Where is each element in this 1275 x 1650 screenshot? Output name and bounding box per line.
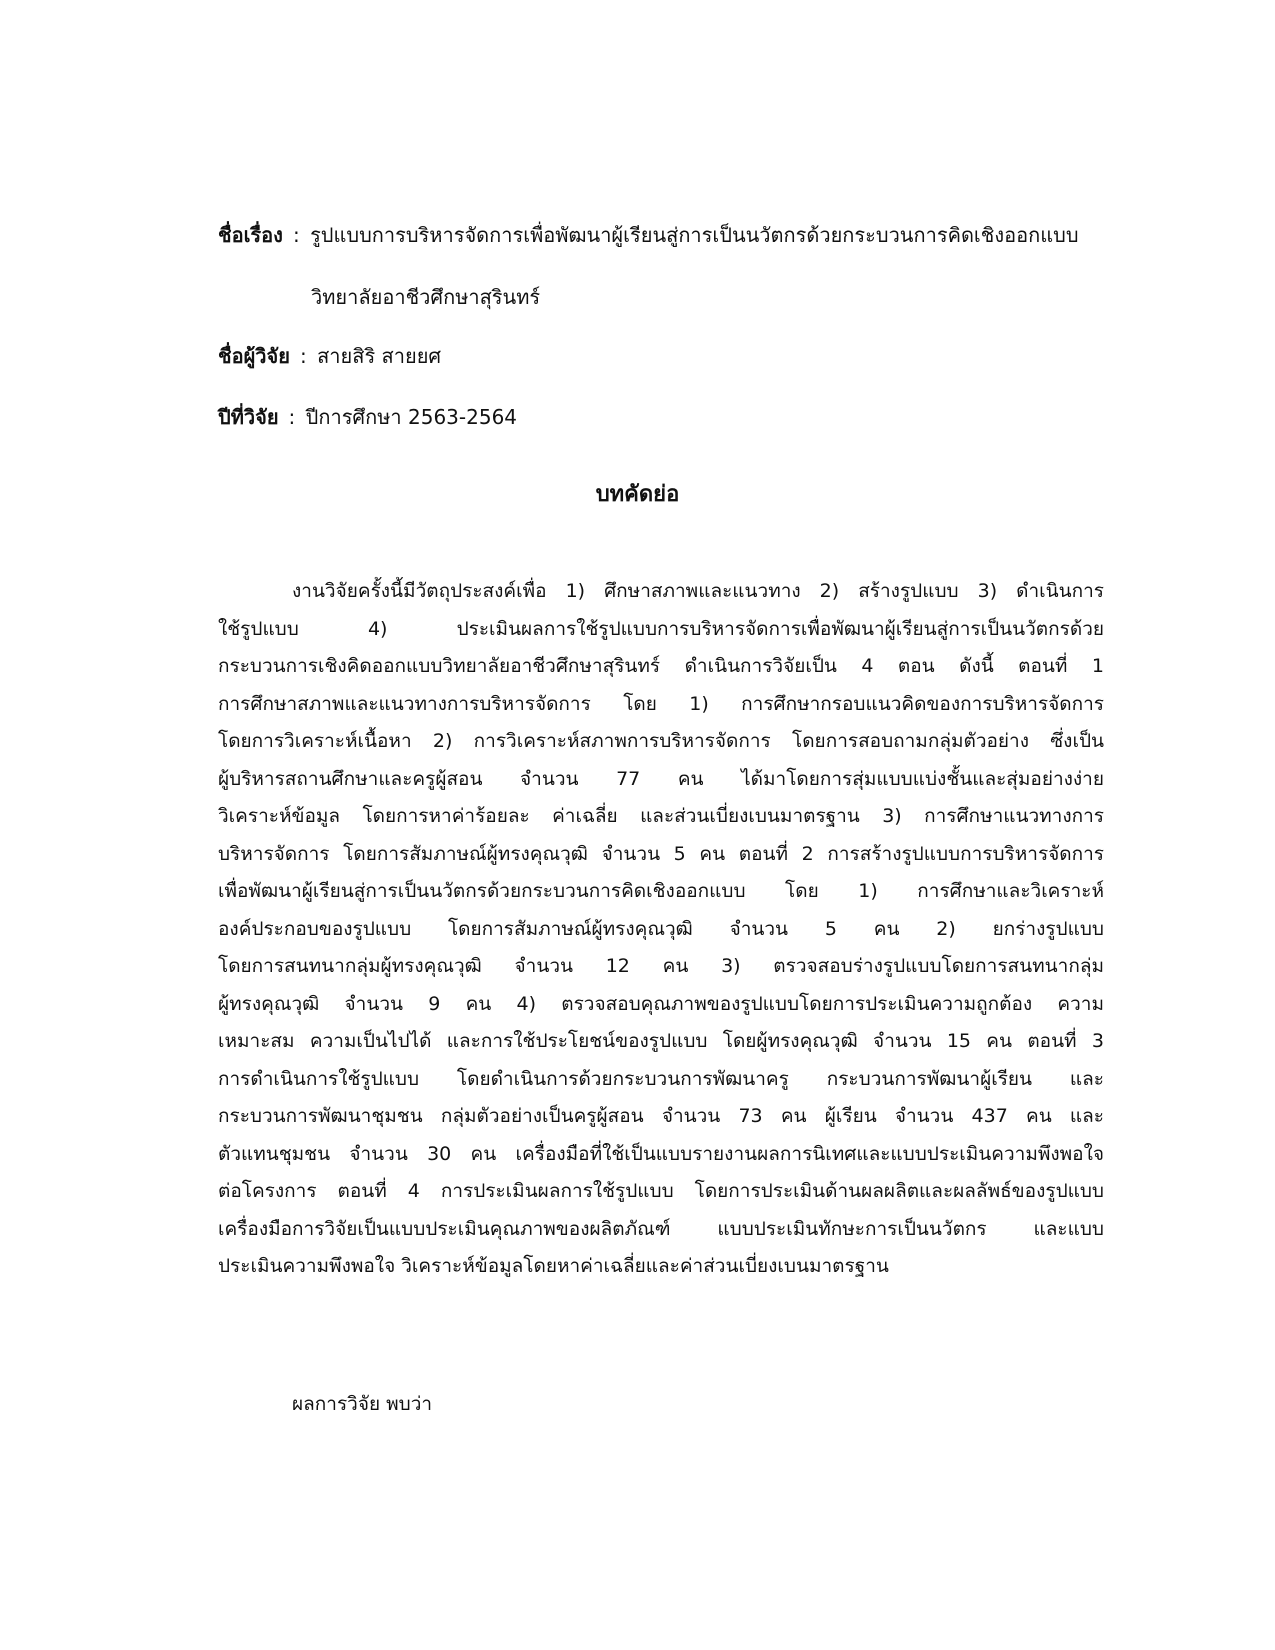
abstract-line: ประเมินความพึงพอใจ วิเคราะห์ข้อมูลโดยหาค่าเฉลี่ยและค่าส่วนเบี่ยงเบนมาตรฐาน [218,1255,889,1277]
abstract-line: ต่อโครงการ ตอนที่ 4 การประเมินผลการใช้รูปแบบ โดยการประเมินด้านผลผลิตและผลลัพธ์ของรูปแบบ [218,1180,1104,1202]
abstract-line: เครื่องมือการวิจัยเป็นแบบประเมินคุณภาพของผลิตภัณฑ์ แบบประเมินทักษะการเป็นนวัตกร และแบบ [218,1217,1104,1240]
researcher-name: สายสิริ สายยศ [317,344,442,368]
abstract-line: วิเคราะห์ข้อมูล โดยการหาค่าร้อยละ ค่าเฉลี่ย และส่วนเบี่ยงเบนมาตรฐาน 3) การศึกษาแนวทางการ [218,805,1104,827]
abstract-line: การดำเนินการใช้รูปแบบ โดยดำเนินการด้วยกระบวนการพัฒนาครู กระบวนการพัฒนาผู้เรียน และ [218,1067,1104,1090]
abstract-line: การศึกษาสภาพและแนวทางการบริหารจัดการ โดย 1) การศึกษากรอบแนวคิดของการบริหารจัดการ [218,692,1104,715]
abstract-line: บริหารจัดการ โดยการสัมภาษณ์ผู้ทรงคุณวุฒิ จำนวน 5 คน ตอนที่ 2 การสร้างรูปแบบการบริหารจัดการ [218,842,1104,865]
year-row [218,403,517,431]
title-row [218,221,1079,249]
abstract-heading: บทคัดย่อ [595,482,680,507]
results-intro: ผลการวิจัย พบว่า [292,1393,433,1415]
year-separator: : [288,405,296,429]
abstract-line: องค์ประกอบของรูปแบบ โดยการสัมภาษณ์ผู้ทรงคุณวุฒิ จำนวน 5 คน 2) ยกร่างรูปแบบ [218,917,1104,940]
title-continuation: วิทยาลัยอาชีวศึกษาสุรินทร์ [311,285,541,309]
abstract-line: ใช้รูปแบบ 4) ประเมินผลการใช้รูปแบบการบริหารจัดการเพื่อพัฒนาผู้เรียนสู่การเป็นนวัตกรด้วย [218,617,1104,640]
researcher-label: ชื่อผู้วิจัย [218,344,290,368]
year-label: ปีที่วิจัย [218,405,279,429]
title-text: รูปแบบการบริหารจัดการเพื่อพัฒนาผู้เรียนสู่การเป็นนวัตกรด้วยกระบวนการคิดเชิงออกแบบ [310,223,1079,247]
abstract-line: เหมาะสม ความเป็นไปได้ และการใช้ประโยชน์ของรูปแบบ โดยผู้ทรงคุณวุฒิ จำนวน 15 คน ตอนที่ 3 [218,1030,1104,1052]
abstract-body [218,573,1104,1286]
abstract-line: เพื่อพัฒนาผู้เรียนสู่การเป็นนวัตกรด้วยกระบวนการคิดเชิงออกแบบ โดย 1) การศึกษาและวิเคราะห์ [218,880,1104,902]
title-separator: : [292,223,300,247]
abstract-line: กระบวนการเชิงคิดออกแบบวิทยาลัยอาชีวศึกษาสุรินทร์ ดำเนินการวิจัยเป็น 4 ตอน ดังนี้ ตอนที่ 1 [218,655,1104,677]
research-year: ปีการศึกษา 2563-2564 [305,405,518,429]
researcher-row [218,342,441,370]
abstract-line: กระบวนการพัฒนาชุมชน กลุ่มตัวอย่างเป็นครูผู้สอน จำนวน 73 คน ผู้เรียน จำนวน 437 คน และ [218,1105,1104,1127]
abstract-line: ผู้ทรงคุณวุฒิ จำนวน 9 คน 4) ตรวจสอบคุณภาพของรูปแบบโดยการประเมินความถูกต้อง ความ [218,992,1104,1015]
title-label: ชื่อเรื่อง [218,223,283,247]
abstract-line: ตัวแทนชุมชน จำนวน 30 คน เครื่องมือที่ใช้เป็นแบบรายงานผลการนิเทศและแบบประเมินความพึงพอใจ [218,1142,1104,1165]
abstract-line: โดยการสนทนากลุ่มผู้ทรงคุณวุฒิ จำนวน 12 คน 3) ตรวจสอบร่างรูปแบบโดยการสนทนากลุ่ม [218,955,1104,977]
abstract-line: ผู้บริหารสถานศึกษาและครูผู้สอน จำนวน 77 คน ได้มาโดยการสุ่มแบบแบ่งชั้นและสุ่มอย่างง่าย [218,767,1104,790]
researcher-separator: : [299,344,307,368]
abstract-line: โดยการวิเคราะห์เนื้อหา 2) การวิเคราะห์สภาพการบริหารจัดการ โดยการสอบถามกลุ่มตัวอย่าง ซึ่งเป็น [218,730,1104,752]
abstract-line: งานวิจัยครั้งนี้มีวัตถุประสงค์เพื่อ 1) ศึกษาสภาพและแนวทาง 2) สร้างรูปแบบ 3) ดำเนินการ [292,580,1104,602]
